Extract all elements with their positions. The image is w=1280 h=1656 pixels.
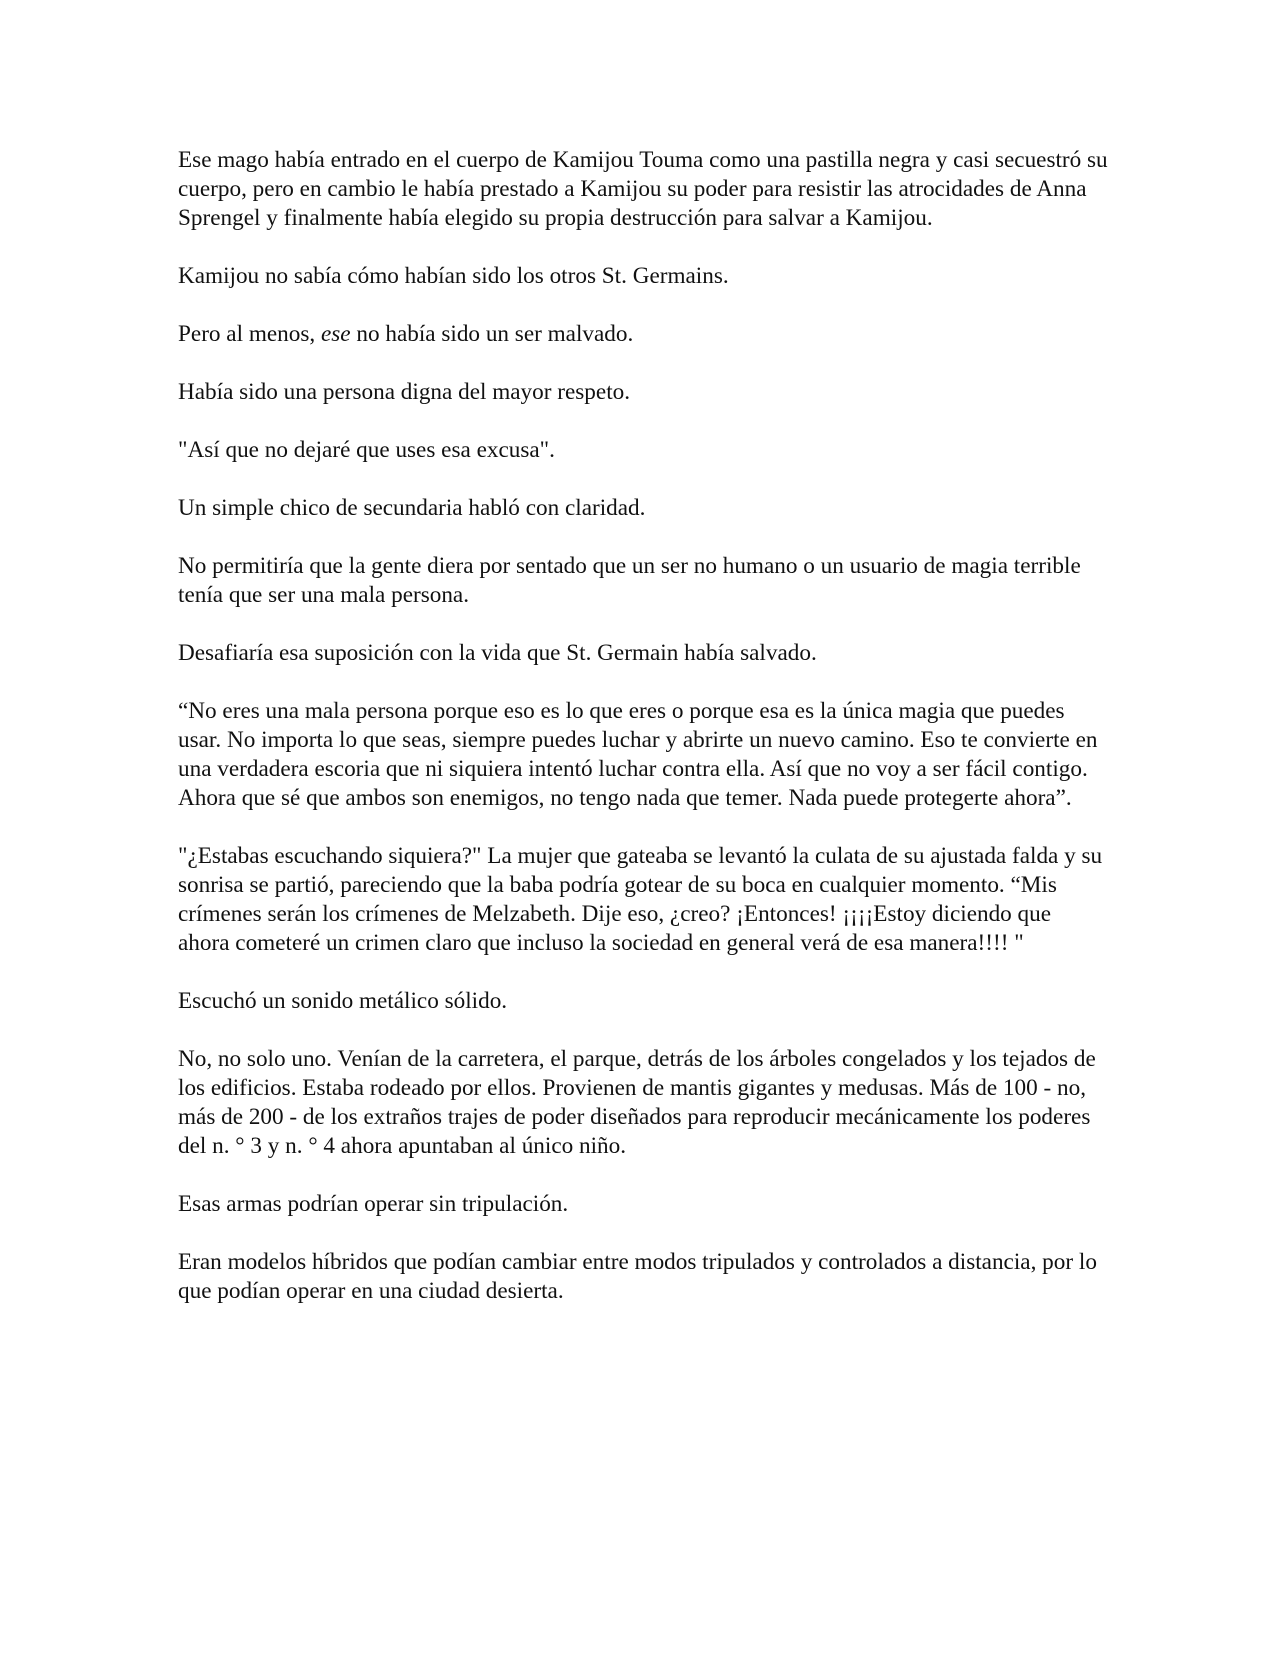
paragraph: Eran modelos híbridos que podían cambiar entre modos tripulados y controlados a distancia, por lo que podían operar en una ciudad desierta. — [178, 1249, 1097, 1304]
document-body — [178, 146, 1108, 1335]
paragraph: "Así que no dejaré que uses esa excusa". — [178, 437, 555, 463]
paragraph — [178, 320, 1108, 349]
paragraph: Había sido una persona digna del mayor respeto. — [178, 379, 631, 405]
paragraph-text: no había sido un ser malvado. — [350, 321, 634, 347]
paragraph: "¿Estabas escuchando siquiera?" La mujer que gateaba se levantó la culata de su ajustada falda y su sonrisa se partió, pareciendo que la baba podría gotear de su boca en cualquier momento. “Mis crímenes serán los crímenes de Melzabeth. Dije eso, ¿creo? ¡Entonces! ¡¡¡¡Estoy diciendo que ahora cometeré un crimen claro que incluso la sociedad en general verá de esa manera!!!! " — [178, 843, 1103, 956]
paragraph: Escuchó un sonido metálico sólido. — [178, 988, 508, 1014]
paragraph: Un simple chico de secundaria habló con claridad. — [178, 495, 646, 521]
paragraph: Esas armas podrían operar sin tripulación. — [178, 1191, 569, 1217]
italic-emphasis: ese — [320, 321, 351, 347]
paragraph: Kamijou no sabía cómo habían sido los otros St. Germains. — [178, 263, 729, 289]
paragraph: Desafiaría esa suposición con la vida que St. Germain había salvado. — [178, 640, 817, 666]
paragraph: Ese mago había entrado en el cuerpo de Kamijou Touma como una pastilla negra y casi secuestró su cuerpo, pero en cambio le había prestado a Kamijou su poder para resistir las atrocidades de Anna Sprengel y finalmente había elegido su propia destrucción para salvar a Kamijou. — [178, 147, 1108, 231]
paragraph: No permitiría que la gente diera por sentado que un ser no humano o un usuario de magia terrible tenía que ser una mala persona. — [178, 553, 1081, 608]
paragraph: “No eres una mala persona porque eso es lo que eres o porque esa es la única magia que puedes usar. No importa lo que seas, siempre puedes luchar y abrirte un nuevo camino. Eso te convierte en una verdadera escoria que ni siquiera intentó luchar contra ella. Así que no voy a ser fácil contigo. Ahora que sé que ambos son enemigos, no tengo nada que temer. Nada puede protegerte ahora”. — [178, 698, 1098, 811]
paragraph: No, no solo uno. Venían de la carretera, el parque, detrás de los árboles congelados y los tejados de los edificios. Estaba rodeado por ellos. Provienen de mantis gigantes y medusas. Más de 100 - no, más de 200 - de los extraños trajes de poder diseñados para reproducir mecánicamente los poderes del n. ° 3 y n. ° 4 ahora apuntaban al único niño. — [178, 1046, 1096, 1159]
paragraph-text: Pero al menos, — [178, 321, 321, 347]
